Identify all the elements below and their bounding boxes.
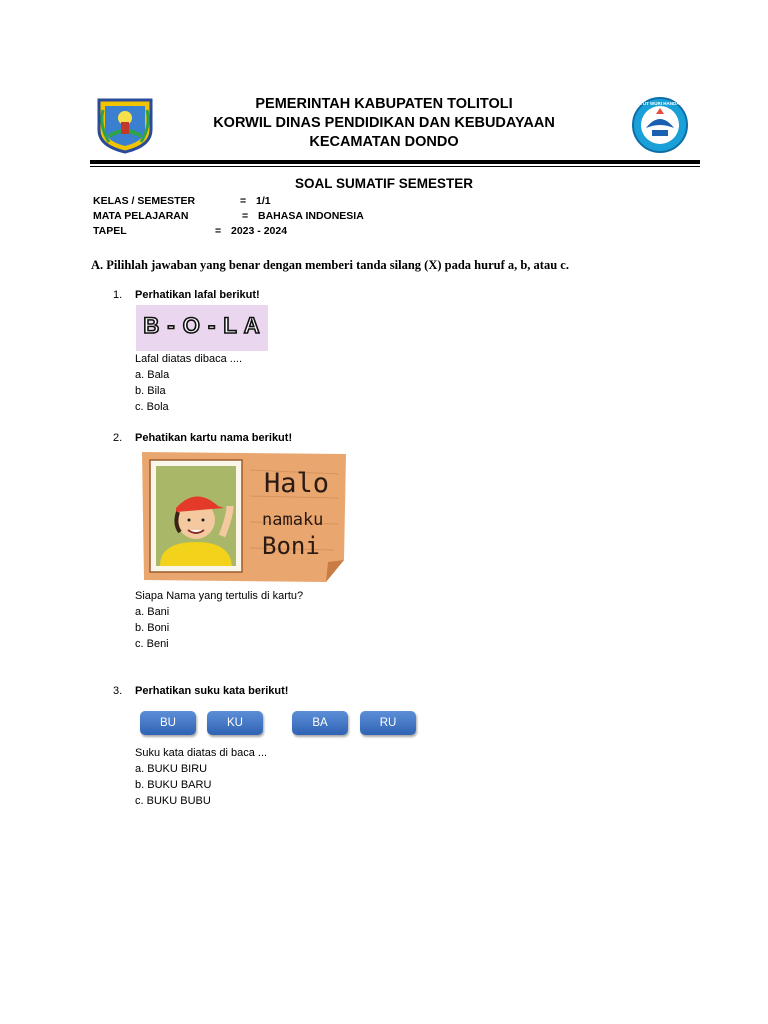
meta-equals: = bbox=[242, 210, 249, 222]
meta-equals: = bbox=[215, 225, 222, 237]
question-3-number: 3. bbox=[113, 685, 123, 697]
meta-equals: = bbox=[240, 195, 247, 207]
meta-value: 1/1 bbox=[256, 195, 271, 207]
question-1-title: Perhatikan lafal berikut! bbox=[135, 289, 260, 301]
question-3-option-b[interactable]: b. BUKU BARU bbox=[135, 779, 212, 791]
syllable-ku: KU bbox=[207, 711, 263, 735]
question-3-title: Perhatikan suku kata berikut! bbox=[135, 685, 289, 697]
bola-lafal-image bbox=[136, 305, 268, 351]
name-card-image bbox=[138, 450, 350, 585]
syllable-ba: BA bbox=[292, 711, 348, 735]
header-line-1: PEMERINTAH KABUPATEN TOLITOLI bbox=[255, 96, 513, 112]
question-1-option-a[interactable]: a. Bala bbox=[135, 369, 170, 381]
page-title: SOAL SUMATIF SEMESTER bbox=[294, 176, 473, 191]
question-1-option-c[interactable]: c. Bola bbox=[135, 401, 169, 413]
question-1-prompt: Lafal diatas dibaca .... bbox=[135, 353, 243, 365]
question-2-option-c[interactable]: c. Beni bbox=[135, 638, 169, 650]
question-2-option-a[interactable]: a. Bani bbox=[135, 606, 170, 618]
card-text-halo: Halo bbox=[264, 468, 330, 499]
header-rule-thin bbox=[90, 166, 700, 167]
logo-motto-text: TUT WURI HANDAYANI bbox=[640, 101, 690, 106]
header-line-3: KECAMATAN DONDO bbox=[309, 134, 459, 150]
meta-label: MATA PELAJARAN bbox=[93, 210, 189, 222]
meta-label: KELAS / SEMESTER bbox=[93, 195, 196, 207]
card-text-namaku: namaku bbox=[262, 510, 324, 530]
question-3-option-c[interactable]: c. BUKU BUBU bbox=[135, 795, 211, 807]
meta-value: 2023 - 2024 bbox=[231, 225, 288, 237]
question-1-number: 1. bbox=[113, 289, 123, 301]
question-2-title: Pehatikan kartu nama berikut! bbox=[135, 432, 293, 444]
meta-label: TAPEL bbox=[93, 225, 127, 237]
card-text-boni: Boni bbox=[262, 532, 320, 560]
question-3-option-a[interactable]: a. BUKU BIRU bbox=[135, 763, 208, 775]
question-2-option-b[interactable]: b. Boni bbox=[135, 622, 170, 634]
question-1-option-b[interactable]: b. Bila bbox=[135, 385, 166, 397]
meta-value: BAHASA INDONESIA bbox=[258, 210, 364, 222]
syllable-bu: BU bbox=[140, 711, 196, 735]
question-3-prompt: Suku kata diatas di baca ... bbox=[135, 747, 268, 759]
question-2-number: 2. bbox=[113, 432, 123, 444]
tut-wuri-handayani-logo bbox=[626, 96, 694, 154]
section-a-instruction: A. Pilihlah jawaban yang benar dengan memberi tanda silang (X) pada huruf a, b, atau c. bbox=[91, 258, 569, 272]
header-line-2: KORWIL DINAS PENDIDIKAN DAN KEBUDAYAAN bbox=[213, 115, 555, 131]
bola-lafal-text: B - O - L A bbox=[143, 313, 261, 338]
syllable-ru: RU bbox=[360, 711, 416, 735]
header-rule-thick bbox=[90, 160, 700, 164]
question-2-prompt: Siapa Nama yang tertulis di kartu? bbox=[135, 590, 304, 602]
